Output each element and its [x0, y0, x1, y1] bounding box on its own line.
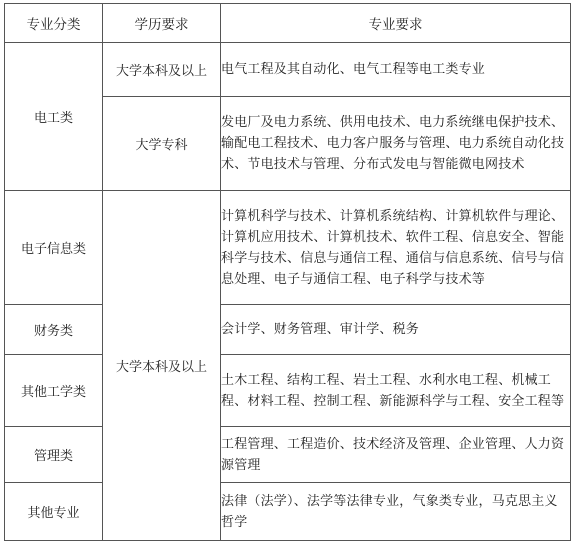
table-row	[5, 483, 571, 541]
table-row	[5, 427, 571, 483]
header-education: 学历要求	[103, 4, 221, 43]
category-cell: 其他专业	[5, 483, 103, 541]
education-cell: 大学专科	[103, 97, 221, 191]
category-cell: 其他工学类	[5, 355, 103, 427]
majors-cell: 土木工程、结构工程、岩土工程、水利水电工程、机械工程、材料工程、控制工程、新能源科学与工程、安全工程等	[221, 355, 571, 427]
majors-cell: 会计学、财务管理、审计学、税务	[221, 305, 571, 355]
table-row	[5, 305, 571, 355]
table-header-row	[5, 4, 571, 43]
header-category: 专业分类	[5, 4, 103, 43]
majors-cell: 工程管理、工程造价、技术经济及管理、企业管理、人力资源管理	[221, 427, 571, 483]
category-cell: 管理类	[5, 427, 103, 483]
table-row	[5, 43, 571, 97]
major-requirements-table	[4, 3, 571, 541]
category-cell: 财务类	[5, 305, 103, 355]
category-cell: 电子信息类	[5, 191, 103, 305]
majors-cell: 电气工程及其自动化、电气工程等电工类专业	[221, 43, 571, 97]
majors-cell: 发电厂及电力系统、供用电技术、电力系统继电保护技术、输配电工程技术、电力客户服务与管理、电力系统自动化技术、节电技术与管理、分布式发电与智能微电网技术	[221, 97, 571, 191]
header-majors: 专业要求	[221, 4, 571, 43]
table-row	[5, 191, 571, 305]
majors-cell: 法律（法学）、法学等法律专业，气象类专业，马克思主义哲学	[221, 483, 571, 541]
category-cell: 电工类	[5, 43, 103, 191]
majors-cell: 计算机科学与技术、计算机系统结构、计算机软件与理论、计算机应用技术、计算机技术、软件工程、信息安全、智能科学与技术、信息与通信工程、通信与信息系统、信号与信息处理、电子与通信工程、电子科学与技术等	[221, 191, 571, 305]
table-row	[5, 355, 571, 427]
education-cell: 大学本科及以上	[103, 191, 221, 541]
education-cell: 大学本科及以上	[103, 43, 221, 97]
